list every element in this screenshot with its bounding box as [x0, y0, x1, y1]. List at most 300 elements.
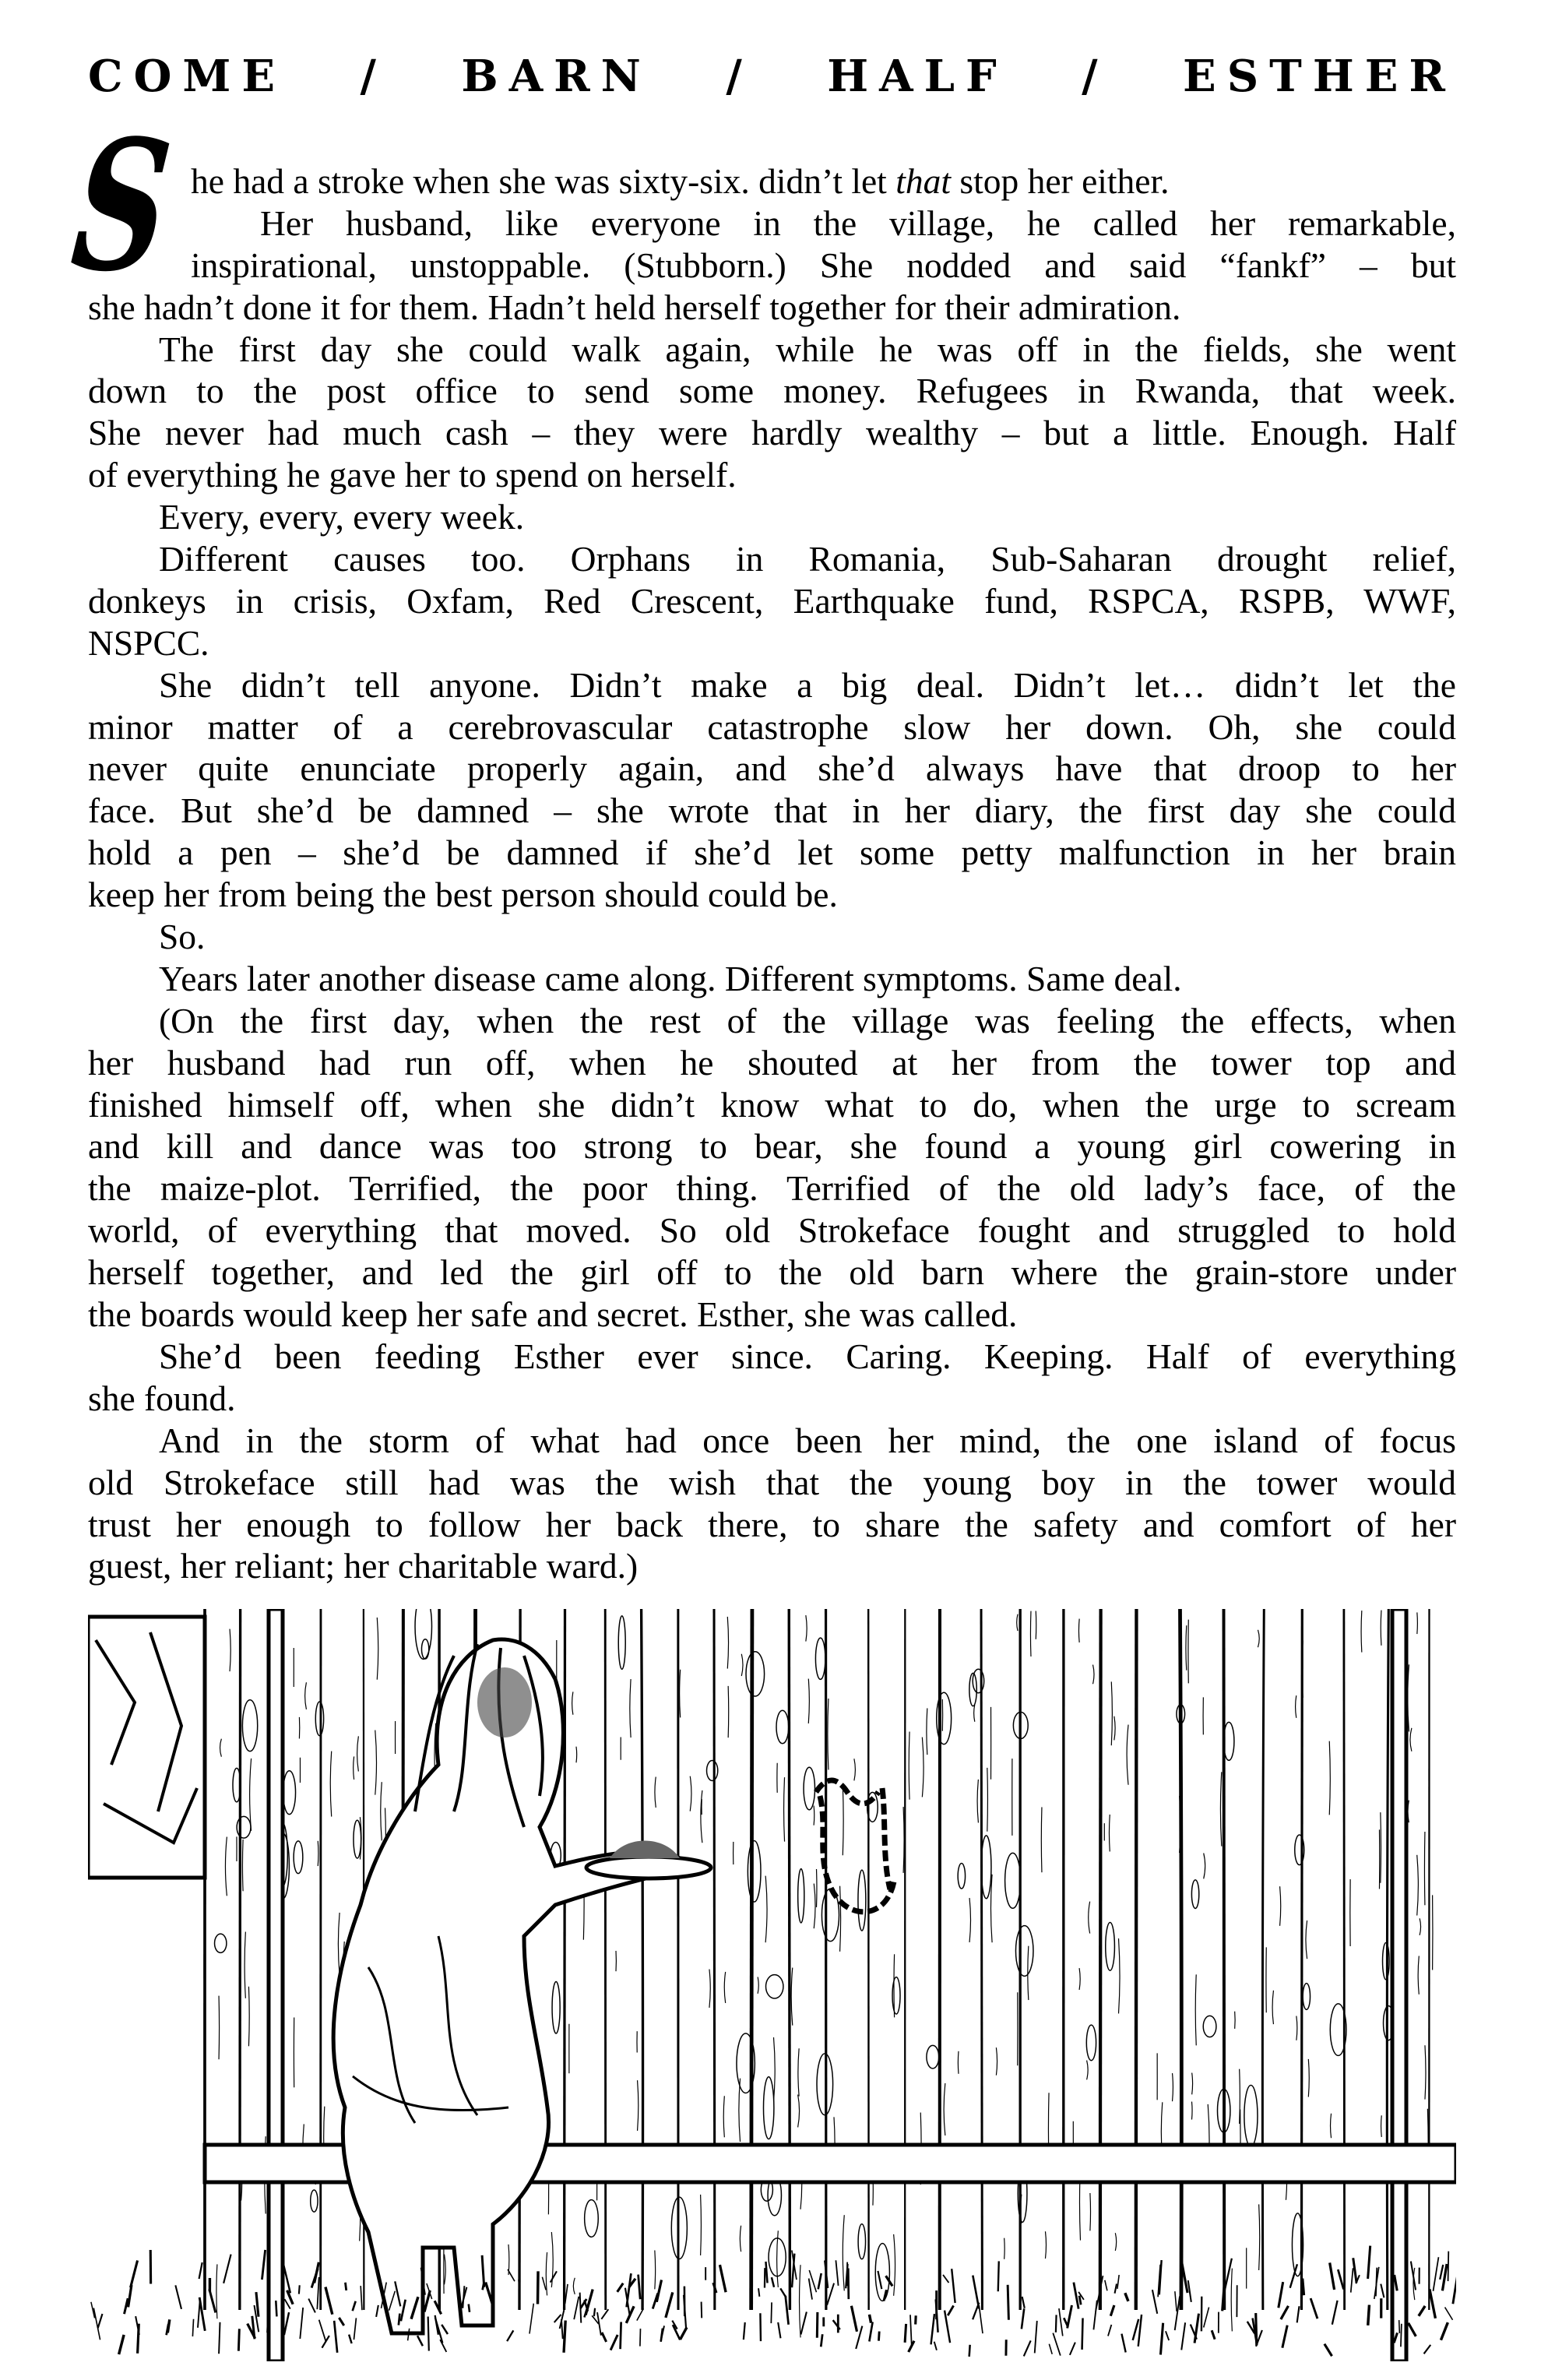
- text-line: trust her enough to follow her back there, to share the safety and comfort of her: [88, 1504, 1456, 1544]
- grain-line: [1272, 1991, 1273, 2024]
- text-line: [88, 160, 1456, 202]
- plank-edge: [1180, 1609, 1181, 2310]
- plank-edge: [868, 1609, 869, 2310]
- wood-knot: [748, 1841, 761, 1902]
- grass-blade: [1441, 2322, 1448, 2340]
- grass-blade: [1281, 2306, 1289, 2319]
- text-line: down to the post office to send some money. Refugees in Rwanda, that week.: [88, 371, 1456, 411]
- grass-blade: [564, 2321, 565, 2353]
- grass-blade: [345, 2283, 346, 2290]
- grass-blade: [131, 2260, 138, 2287]
- wood-knot: [354, 1820, 361, 1858]
- grass-blade: [1059, 2308, 1063, 2336]
- grass-blade: [792, 2254, 794, 2288]
- grass-blade: [1430, 2289, 1435, 2318]
- text-line: never quite enunciate properly again, and she’d always have that droop to her: [88, 748, 1456, 789]
- text-line: inspirational, unstoppable. (Stubborn.) She nodded and said “fankf” – but: [191, 245, 1456, 285]
- wood-knot: [315, 1702, 323, 1736]
- grass-blade: [1125, 2293, 1128, 2301]
- emphasis-text: that: [895, 161, 951, 201]
- text-line: and kill and dance was too strong to bear, she found a young girl cowering in: [88, 1126, 1456, 1167]
- grass-blade: [639, 2275, 641, 2300]
- wood-knot: [858, 1870, 866, 1931]
- grain-line: [305, 1682, 307, 1709]
- grass-blade: [640, 2329, 641, 2347]
- grass: [91, 2246, 1456, 2357]
- grass-blade: [1401, 2324, 1402, 2347]
- wood-knot: [958, 1864, 965, 1889]
- grain-line: [357, 1736, 359, 1771]
- grass-blade: [361, 2286, 362, 2310]
- text-line: old Strokeface still had was the wish that the young boy in the tower would: [88, 1462, 1456, 1502]
- grain-line: [922, 1737, 924, 1797]
- grass-blade: [551, 2271, 557, 2282]
- grain-line: [894, 1954, 895, 2017]
- grass-blade: [299, 2285, 300, 2294]
- wood-knot: [798, 1869, 804, 1923]
- grass-blade: [786, 2296, 789, 2325]
- grass-blade: [637, 2308, 643, 2320]
- grass-blade: [1448, 2251, 1449, 2281]
- grass-blade: [836, 2260, 838, 2286]
- wood-knot: [746, 1652, 765, 1696]
- grain-line: [1259, 2204, 1260, 2270]
- text-line: world, of everything that moved. So old Strokeface fought and struggled to hold: [88, 1210, 1456, 1251]
- grass-blade: [428, 2317, 429, 2351]
- wood-knot: [618, 1616, 625, 1669]
- grain-line: [638, 2080, 639, 2131]
- grain-line: [843, 2215, 844, 2290]
- grass-blade: [256, 2292, 259, 2317]
- text-line: donkeys in crisis, Oxfam, Red Crescent, Earthquake fund, RSPCA, RSPB, WWF,: [88, 580, 1456, 621]
- grass-blade: [869, 2322, 872, 2342]
- grain-line: [375, 1730, 377, 1795]
- grass-blade: [936, 2299, 938, 2332]
- grass-blade: [119, 2335, 124, 2354]
- grass-blade: [772, 2277, 774, 2287]
- grass-blade: [801, 2312, 807, 2335]
- grain-line: [1331, 2114, 1332, 2138]
- grain-line: [728, 1686, 729, 1737]
- text-line: (On the first day, when the rest of the village was feeling the effects, when: [159, 1000, 1456, 1040]
- grain-line: [381, 1782, 382, 1840]
- grain-line: [1418, 1956, 1419, 1994]
- left-post: [269, 1609, 283, 2361]
- grass-blade: [1453, 2274, 1456, 2304]
- plank-edge: [751, 1609, 752, 2310]
- grain-line: [1087, 2061, 1089, 2080]
- grain-line: [1258, 1630, 1259, 1647]
- text-line: Different causes too. Orphans in Romania, Sub-Saharan drought relief,: [159, 539, 1456, 579]
- grain-line: [740, 2226, 741, 2251]
- text-line: minor matter of a cerebrovascular catastrophe slow her down. Oh, she could: [88, 706, 1456, 747]
- grass-blade: [353, 2301, 356, 2311]
- heading-separator: /: [1082, 51, 1109, 102]
- grain-line: [800, 2265, 801, 2337]
- wood-knot: [215, 1934, 227, 1952]
- grain-line: [958, 2051, 959, 2074]
- text-line: Every, every, every week.: [159, 497, 525, 537]
- grass-blade: [1079, 2296, 1081, 2305]
- plank-edge: [714, 1609, 715, 2310]
- grain-line: [1231, 2269, 1232, 2332]
- wood-knot: [927, 2045, 939, 2068]
- grass-blade: [1338, 2269, 1343, 2289]
- wood-knot: [1015, 1926, 1033, 1977]
- grain-line: [709, 1970, 710, 2008]
- grain-line: [969, 1898, 970, 1942]
- text-line: She didn’t tell anyone. Didn’t make a big deal. Didn’t let… didn’t let the: [159, 664, 1456, 705]
- grass-blade: [1093, 2301, 1096, 2330]
- grain-line: [1410, 1728, 1412, 1752]
- heading-word: HALF: [827, 51, 1008, 102]
- grain-line: [987, 1768, 988, 1832]
- grass-blade: [952, 2269, 955, 2303]
- wood-knot: [815, 1638, 825, 1679]
- grain-line: [1030, 1611, 1031, 1656]
- text-line: hold a pen – she’d be damned if she’d let some petty malfunction in her brain: [88, 833, 1456, 873]
- grass-blade: [1368, 2246, 1370, 2279]
- plank-edge: [1344, 1609, 1345, 2310]
- grass-blade: [1117, 2275, 1119, 2289]
- grain-line: [723, 2096, 724, 2137]
- grass-blade: [354, 2318, 356, 2340]
- wood-knot: [1106, 1923, 1115, 1971]
- grass-blade: [1325, 2344, 1332, 2357]
- grass-blade: [656, 2280, 661, 2302]
- plank-edge: [1136, 1609, 1137, 2310]
- grass-blade: [1381, 2284, 1384, 2298]
- grass-blade: [317, 2277, 318, 2309]
- wood-knot: [415, 1609, 431, 1659]
- grass-blade: [435, 2318, 443, 2343]
- grass-blade: [1053, 2333, 1061, 2356]
- grain-line: [1115, 2233, 1116, 2251]
- grain-line: [1192, 2073, 1193, 2095]
- grass-blade: [1049, 2344, 1052, 2354]
- grain-line: [1329, 1741, 1330, 1815]
- grass-blade: [1440, 2265, 1443, 2280]
- grass-blade: [1399, 2320, 1400, 2333]
- text-line: NSPCC.: [88, 622, 209, 663]
- grass-blade: [758, 2288, 759, 2297]
- grain-line: [806, 1615, 807, 1642]
- grain-line: [828, 1699, 829, 1769]
- grain-line: [727, 1617, 728, 1669]
- grass-blade: [948, 2305, 953, 2315]
- grain-line: [1195, 1974, 1196, 2045]
- grass-blade: [1022, 2308, 1024, 2329]
- grass-blade: [594, 2308, 595, 2316]
- grass-blade: [998, 2261, 999, 2291]
- grain-line: [1417, 1855, 1419, 1916]
- grain-line: [572, 1692, 573, 1714]
- grass-blade: [1351, 2268, 1353, 2292]
- grass-blade: [349, 2335, 351, 2343]
- grass-blade: [869, 2315, 871, 2323]
- text-line: the boards would keep her safe and secret. Esther, she was called.: [88, 1294, 1018, 1335]
- grass-blade: [1434, 2257, 1439, 2291]
- grass-blade: [192, 2319, 193, 2336]
- grass-blade: [538, 2271, 539, 2304]
- text-line: She never had much cash – they were hardly wealthy – but a little. Enough. Half: [88, 413, 1456, 453]
- grain-line: [777, 2230, 779, 2287]
- grass-blade: [1166, 2331, 1169, 2340]
- grass-blade: [1409, 2323, 1416, 2336]
- grain-line: [854, 1759, 855, 1780]
- grain-line: [690, 1776, 691, 1811]
- grass-blade: [209, 2289, 216, 2312]
- grain-line: [1204, 1854, 1205, 1879]
- grain-line: [840, 1886, 841, 1952]
- wood-knot: [585, 2200, 599, 2237]
- grain-line: [791, 1968, 793, 2026]
- grass-blade: [238, 2329, 239, 2350]
- heading-separator: /: [726, 51, 753, 102]
- text-line: herself together, and led the girl off to the old barn where the grain-store under: [88, 1252, 1456, 1293]
- grass-blade: [610, 2335, 617, 2350]
- grass-blade: [399, 2314, 400, 2325]
- grass-blade: [1152, 2290, 1157, 2314]
- text-line: keep her from being the best person should could be.: [88, 875, 838, 915]
- grass-blade: [1133, 2319, 1138, 2340]
- wood-knot: [1244, 2085, 1258, 2146]
- plank-edge: [1100, 1609, 1101, 2310]
- grain-line: [974, 1705, 975, 1722]
- grain-line: [798, 2095, 800, 2128]
- grain-line: [1280, 1886, 1281, 1926]
- grass-blade: [1175, 2291, 1177, 2311]
- grass-blade: [1024, 2340, 1031, 2356]
- grass-blade: [780, 2288, 786, 2297]
- grass-blade: [1212, 2330, 1215, 2340]
- grain-line: [216, 2264, 217, 2318]
- grass-blade: [719, 2265, 726, 2292]
- grain-line: [765, 1876, 767, 1943]
- grass-blade: [98, 2314, 103, 2328]
- grass-blade: [973, 2303, 979, 2320]
- wood-knot: [1005, 1853, 1021, 1908]
- plank-edge: [605, 1609, 606, 2310]
- grass-blade: [931, 2314, 934, 2344]
- grass-blade: [508, 2269, 515, 2281]
- grass-blade: [440, 2340, 446, 2352]
- grain-line: [814, 1884, 815, 1929]
- grain-line: [445, 2255, 446, 2285]
- grass-blade: [1160, 2323, 1163, 2355]
- grass-blade: [128, 2285, 132, 2307]
- grass-blade: [760, 2313, 761, 2341]
- grass-blade: [666, 2292, 673, 2318]
- text-line: face. But she’d be damned – she wrote that in her diary, the first day she could: [88, 790, 1456, 831]
- text-line: She’d been feeding Esther ever since. Caring. Keeping. Half of everything: [159, 1336, 1456, 1376]
- grain-line: [741, 1654, 743, 1676]
- grain-line: [944, 2083, 945, 2135]
- grain-line: [739, 2079, 741, 2142]
- wood-knot: [858, 2224, 865, 2259]
- grain-line: [1220, 1772, 1221, 1846]
- text-span: stop her either.: [951, 161, 1170, 201]
- grain-line: [808, 1679, 809, 1723]
- grass-blade: [1297, 2306, 1300, 2322]
- grass-blade: [1303, 2279, 1304, 2296]
- grass-blade: [1108, 2325, 1111, 2336]
- grass-blade: [1022, 2297, 1025, 2308]
- grain-line: [903, 1807, 904, 1873]
- old-woman-figure: [333, 1639, 711, 2333]
- wood-knot: [311, 2190, 318, 2212]
- grain-line: [338, 1913, 340, 1976]
- grass-blade: [285, 2299, 290, 2308]
- right-post: [1392, 1609, 1406, 2361]
- grass-blade: [417, 2336, 423, 2346]
- grass-blade: [586, 2290, 593, 2315]
- grain-line: [1361, 1611, 1362, 1653]
- plank-edge: [1224, 1609, 1225, 2310]
- text-line: her husband had run off, when he shouted at her from the tower top and: [88, 1042, 1456, 1083]
- grass-blade: [818, 2273, 821, 2289]
- grass-blade: [554, 2315, 561, 2322]
- grain-line: [680, 1670, 681, 1718]
- grain-line: [1296, 2016, 1297, 2040]
- plank-edge: [1301, 1609, 1302, 2310]
- text-line: And in the storm of what had once been her mind, the one island of focus: [159, 1420, 1456, 1460]
- wood-knot: [283, 1771, 296, 1815]
- wood-knot: [776, 1710, 789, 1744]
- grain-line: [330, 1752, 331, 1817]
- grass-blade: [1445, 2308, 1453, 2320]
- plank-edge: [240, 1609, 241, 2310]
- grass-blade: [376, 2305, 378, 2317]
- wood-knot: [1086, 2025, 1096, 2061]
- text-line: Her husband, like everyone in the village, he called her remarkable,: [260, 202, 1456, 243]
- grain-line: [1092, 1665, 1094, 1685]
- heading-word: ESTHER: [1183, 51, 1456, 102]
- plank-edge: [1262, 1609, 1264, 2310]
- grass-blade: [308, 2299, 315, 2313]
- grass-blade: [851, 2306, 857, 2332]
- grain-line: [576, 1747, 577, 1763]
- grass-blade: [223, 2255, 230, 2283]
- grain-line: [990, 1875, 992, 1942]
- grass-blade: [1330, 2262, 1335, 2290]
- grass-blade: [848, 2269, 849, 2300]
- grass-blade: [1056, 2315, 1057, 2332]
- wood-knot: [242, 1700, 257, 1752]
- grass-blade: [934, 2342, 937, 2350]
- grass-blade: [1204, 2308, 1209, 2328]
- grass-blade: [219, 2322, 220, 2354]
- grass-blade: [943, 2275, 948, 2283]
- plate: [586, 1857, 711, 1878]
- grass-blade: [765, 2262, 767, 2283]
- grass-blade: [315, 2262, 319, 2283]
- grass-blade: [1353, 2258, 1356, 2283]
- text-line: So.: [159, 917, 206, 957]
- grass-blade: [878, 2271, 881, 2289]
- grain-line: [1191, 2102, 1192, 2120]
- grass-blade: [817, 2312, 818, 2338]
- grass-blade: [771, 2302, 772, 2323]
- heading-word: BARN: [461, 51, 652, 102]
- grass-blade: [175, 2285, 181, 2309]
- grain-line: [630, 1679, 631, 1737]
- wood-knot: [1203, 2016, 1216, 2037]
- grass-blade: [878, 2332, 879, 2341]
- text-span: he had a stroke when she was sixty-six. didn’t let: [191, 161, 896, 201]
- wood-knot: [766, 1975, 783, 1998]
- grass-blade: [574, 2297, 579, 2319]
- grass-blade: [905, 2324, 906, 2343]
- text-line: The first day she could walk again, while he was off in the fields, she went: [159, 329, 1456, 369]
- barn-illustration: [88, 1609, 1456, 2361]
- grain-line: [977, 1780, 978, 1823]
- wood-knot: [981, 1836, 991, 1899]
- grass-blade: [507, 2330, 513, 2341]
- grain-line: [1089, 1902, 1090, 1934]
- plank-edge: [981, 1609, 983, 2310]
- grain-line: [1306, 1921, 1307, 1959]
- grass-blade: [1368, 2305, 1370, 2325]
- grain-line: [1017, 1614, 1018, 1631]
- grain-line: [774, 2037, 776, 2101]
- grass-blade: [1110, 2305, 1114, 2316]
- grain-line: [242, 1840, 243, 1891]
- grain-line: [219, 1996, 220, 2060]
- door-chain: [816, 1780, 894, 1912]
- grass-blade: [602, 2332, 607, 2342]
- grass-blade: [744, 2322, 745, 2340]
- grass-blade: [322, 2336, 329, 2348]
- grain-line: [1078, 1619, 1079, 1642]
- grain-line: [1381, 2115, 1382, 2137]
- wood-knot: [763, 2077, 773, 2139]
- grain-line: [250, 1759, 252, 1831]
- grass-blade: [1070, 2343, 1075, 2355]
- grass-blade: [617, 2283, 624, 2292]
- grain-line: [1041, 1807, 1042, 1872]
- grain-line: [1090, 2193, 1091, 2230]
- grass-blade: [1376, 2268, 1377, 2297]
- grass-blade: [1311, 2298, 1318, 2318]
- grass-blade: [167, 2319, 170, 2332]
- grain-line: [798, 2048, 799, 2096]
- grass-blade: [442, 2325, 448, 2334]
- grass-blade: [1074, 2283, 1078, 2309]
- grass-blade: [339, 2318, 343, 2325]
- grain-line: [220, 1739, 222, 1757]
- grain-line: [1045, 2231, 1046, 2259]
- grass-blade: [138, 2324, 139, 2354]
- grain-line: [1425, 2045, 1426, 2099]
- grain-line: [1004, 2238, 1005, 2259]
- grass-blade: [1424, 2345, 1431, 2354]
- text-line: of everything he gave her to spend on herself.: [88, 455, 737, 495]
- grass-blade: [198, 2299, 200, 2328]
- grain-line: [1079, 1968, 1080, 1990]
- grass-blade: [821, 2334, 822, 2347]
- grass-blade: [199, 2262, 202, 2279]
- grass-blade: [969, 2345, 970, 2357]
- grain-line: [701, 2195, 702, 2255]
- grass-blade: [910, 2315, 912, 2347]
- wood-knot: [804, 1767, 814, 1810]
- grain-line: [225, 1837, 227, 1896]
- grass-blade: [1121, 2334, 1125, 2353]
- grass-blade: [809, 2279, 812, 2300]
- wood-knot: [294, 1841, 303, 1874]
- grain-line: [573, 2278, 575, 2294]
